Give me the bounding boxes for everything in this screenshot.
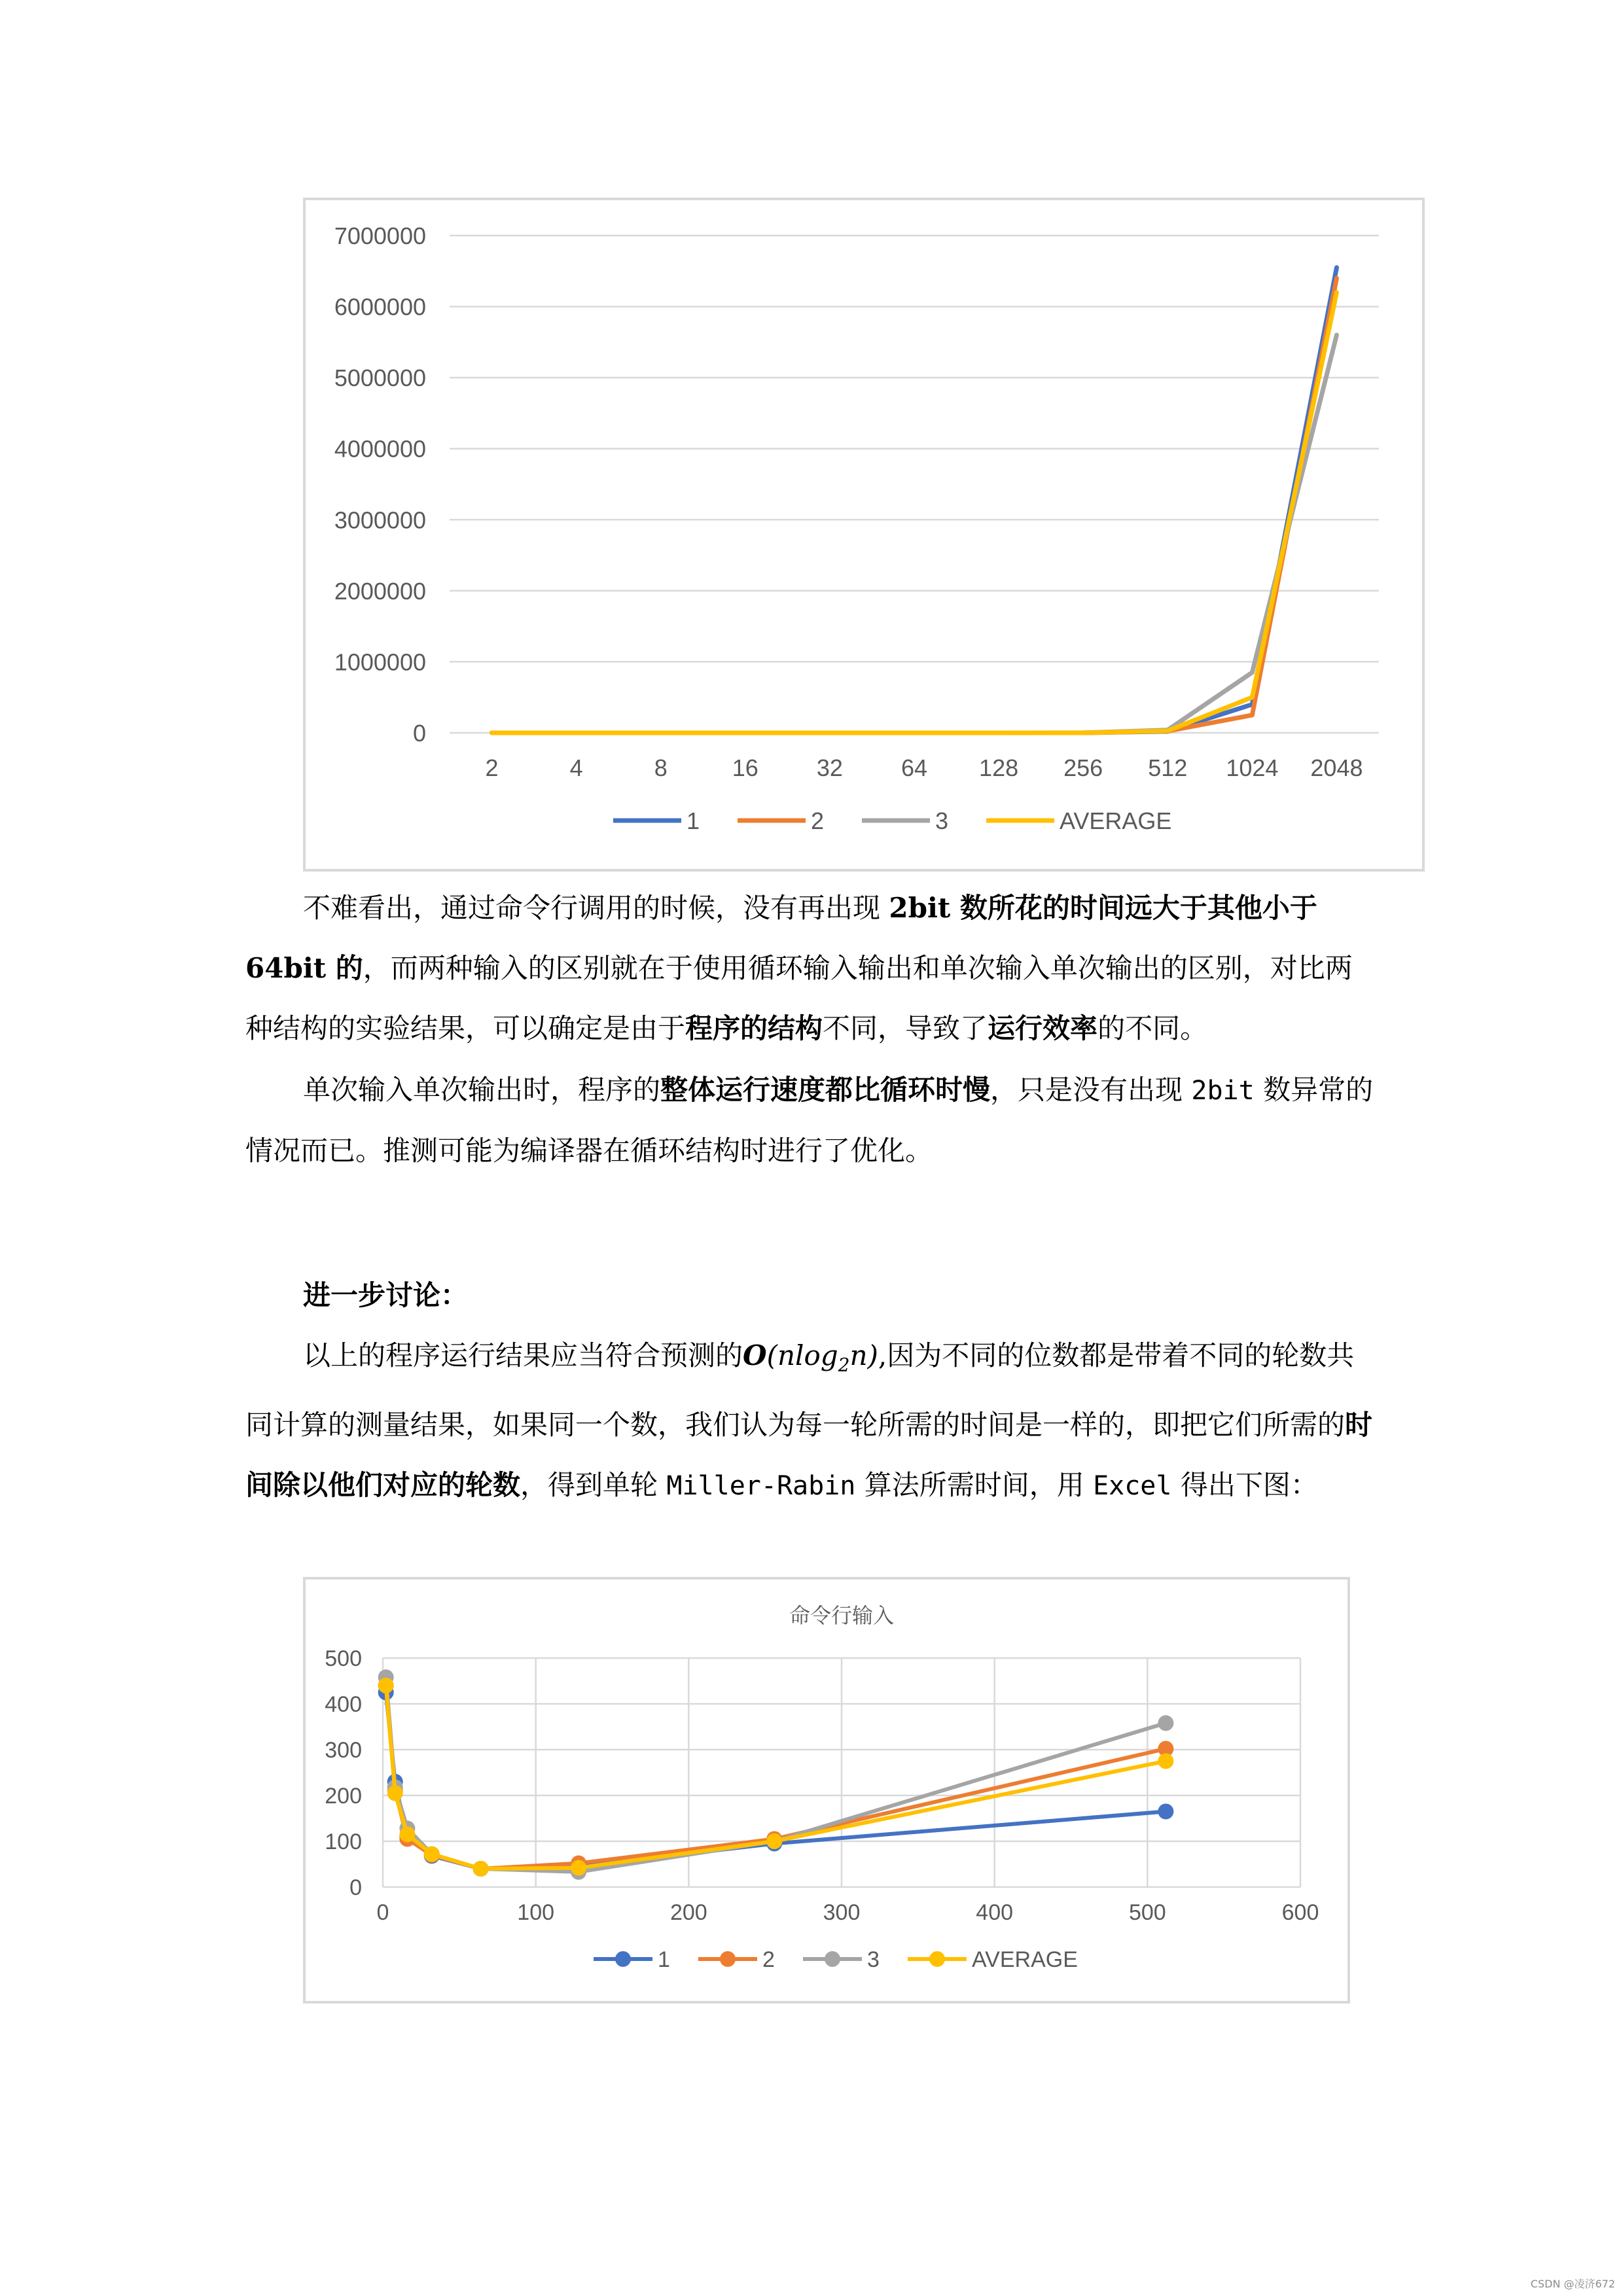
y-tick-label: 0 bbox=[412, 720, 426, 747]
x-tick-label: 500 bbox=[1128, 1900, 1166, 1925]
text-segment: 的不同。 bbox=[1097, 1012, 1208, 1044]
x-tick-label: 300 bbox=[823, 1900, 861, 1925]
series-line-2 bbox=[492, 278, 1337, 733]
series-line-1 bbox=[492, 268, 1337, 733]
watermark: CSDN @凌济672 bbox=[1530, 2278, 1615, 2290]
legend-label: 1 bbox=[687, 807, 700, 834]
text-segment: 不难看出，通过命令行调用的时候，没有再出现 bbox=[303, 892, 889, 924]
data-point bbox=[424, 1846, 440, 1862]
math-formula bbox=[743, 1339, 878, 1376]
math-part: (nlog bbox=[766, 1339, 838, 1371]
text-segment: ，只是没有出现 bbox=[990, 1074, 1192, 1106]
mono-segment: Miller-Rabin bbox=[666, 1471, 856, 1502]
chart-title: 命令行输入 bbox=[789, 1603, 895, 1628]
x-tick-label: 200 bbox=[669, 1900, 707, 1925]
data-point bbox=[1158, 1804, 1173, 1820]
data-point bbox=[766, 1833, 782, 1849]
section-heading-discussion bbox=[245, 1265, 1378, 1326]
x-tick-label: 8 bbox=[654, 754, 668, 781]
paragraph-single-io bbox=[245, 1060, 1378, 1181]
paragraph-analysis bbox=[245, 878, 1378, 1059]
legend-label: 3 bbox=[867, 1947, 880, 1972]
bold-segment: 2bit 数所花的时间远大于其他小于 64bit 的 bbox=[245, 892, 1317, 984]
legend-label: 3 bbox=[935, 807, 949, 834]
y-tick-label: 2000000 bbox=[334, 577, 426, 605]
legend-label: AVERAGE bbox=[972, 1947, 1078, 1972]
data-point bbox=[399, 1827, 415, 1843]
legend-label: 1 bbox=[658, 1947, 670, 1972]
x-tick-label: 512 bbox=[1148, 754, 1188, 781]
text-segment: 算法所需时间，用 bbox=[855, 1469, 1094, 1502]
paragraph-discussion bbox=[245, 1326, 1378, 1516]
y-tick-label: 1000000 bbox=[334, 648, 426, 676]
mono-segment: 2bit bbox=[1191, 1076, 1255, 1106]
mono-segment: Excel bbox=[1093, 1471, 1172, 1502]
x-tick-label: 2 bbox=[485, 754, 499, 781]
y-tick-label: 500 bbox=[325, 1646, 362, 1671]
y-tick-label: 6000000 bbox=[334, 293, 426, 321]
legend-label: AVERAGE bbox=[1060, 807, 1172, 834]
x-tick-label: 600 bbox=[1281, 1900, 1319, 1925]
legend-label: 2 bbox=[762, 1947, 775, 1972]
x-tick-label: 128 bbox=[979, 754, 1019, 781]
text-segment: ,因为不同的位数都是带着不同的轮数共同计算的测量结果，如果同一个数，我们认为每一轮所需的时间是一样的，即把它们所需的 bbox=[245, 1339, 1355, 1441]
data-point bbox=[378, 1678, 394, 1693]
line-chart-bit-time bbox=[303, 198, 1425, 872]
text-segment: 不同，导致了 bbox=[823, 1012, 988, 1044]
bold-segment: 程序的结构 bbox=[685, 1012, 823, 1044]
math-big-o: O bbox=[743, 1339, 767, 1371]
y-tick-label: 7000000 bbox=[334, 222, 426, 249]
scatter-chart-svg bbox=[306, 1580, 1347, 2001]
math-subscript: 2 bbox=[838, 1354, 850, 1376]
series-line-3 bbox=[492, 335, 1337, 733]
x-tick-label: 64 bbox=[901, 754, 928, 781]
x-tick-label: 16 bbox=[732, 754, 758, 781]
x-tick-label: 0 bbox=[376, 1900, 389, 1925]
text-segment: 以上的程序运行结果应当符合预测的 bbox=[303, 1339, 743, 1371]
data-point bbox=[473, 1861, 489, 1877]
text-segment: ，而两种输入的区别就在于使用循环输入输出和单次输入单次输出的区别，对比两种结构的实验结果，可以确定是由于 bbox=[245, 952, 1353, 1044]
data-point bbox=[1158, 1754, 1173, 1769]
math-part: n) bbox=[849, 1339, 878, 1371]
x-tick-label: 1024 bbox=[1226, 754, 1279, 781]
text-segment: 单次输入单次输出时，程序的 bbox=[303, 1074, 661, 1106]
bold-segment: 时间除以他们对应的轮数 bbox=[245, 1409, 1373, 1502]
y-tick-label: 3000000 bbox=[334, 506, 426, 534]
y-tick-label: 4000000 bbox=[334, 435, 426, 463]
y-tick-label: 300 bbox=[325, 1738, 362, 1763]
y-tick-label: 100 bbox=[325, 1829, 362, 1854]
data-point bbox=[387, 1786, 403, 1801]
line-chart-svg bbox=[306, 200, 1422, 869]
y-tick-label: 400 bbox=[325, 1692, 362, 1717]
x-tick-label: 2048 bbox=[1310, 754, 1363, 781]
x-tick-label: 400 bbox=[976, 1900, 1014, 1925]
legend-marker bbox=[929, 1951, 945, 1967]
series-line-average bbox=[492, 292, 1337, 733]
text-segment: 数异常的情况而已。推测可能为编译器在循环结构时进行了优化。 bbox=[245, 1074, 1374, 1167]
y-tick-label: 200 bbox=[325, 1784, 362, 1809]
bold-segment: 运行效率 bbox=[988, 1012, 1098, 1044]
data-point bbox=[571, 1860, 586, 1876]
legend-marker bbox=[720, 1951, 736, 1967]
heading-text: 进一步讨论： bbox=[303, 1279, 469, 1311]
x-tick-label: 32 bbox=[816, 754, 843, 781]
text-segment: ，得到单轮 bbox=[520, 1469, 667, 1502]
legend-marker bbox=[825, 1951, 840, 1967]
x-tick-label: 256 bbox=[1063, 754, 1103, 781]
text-segment: 得出下图： bbox=[1171, 1469, 1318, 1502]
legend-marker bbox=[615, 1951, 631, 1967]
y-tick-label: 0 bbox=[349, 1875, 362, 1900]
y-tick-label: 5000000 bbox=[334, 364, 426, 392]
scatter-chart-cmd-input bbox=[303, 1577, 1350, 2004]
legend-label: 2 bbox=[811, 807, 825, 834]
x-tick-label: 100 bbox=[517, 1900, 555, 1925]
data-point bbox=[1158, 1715, 1173, 1731]
x-tick-label: 4 bbox=[569, 754, 583, 781]
bold-segment: 整体运行速度都比循环时慢 bbox=[660, 1074, 991, 1106]
